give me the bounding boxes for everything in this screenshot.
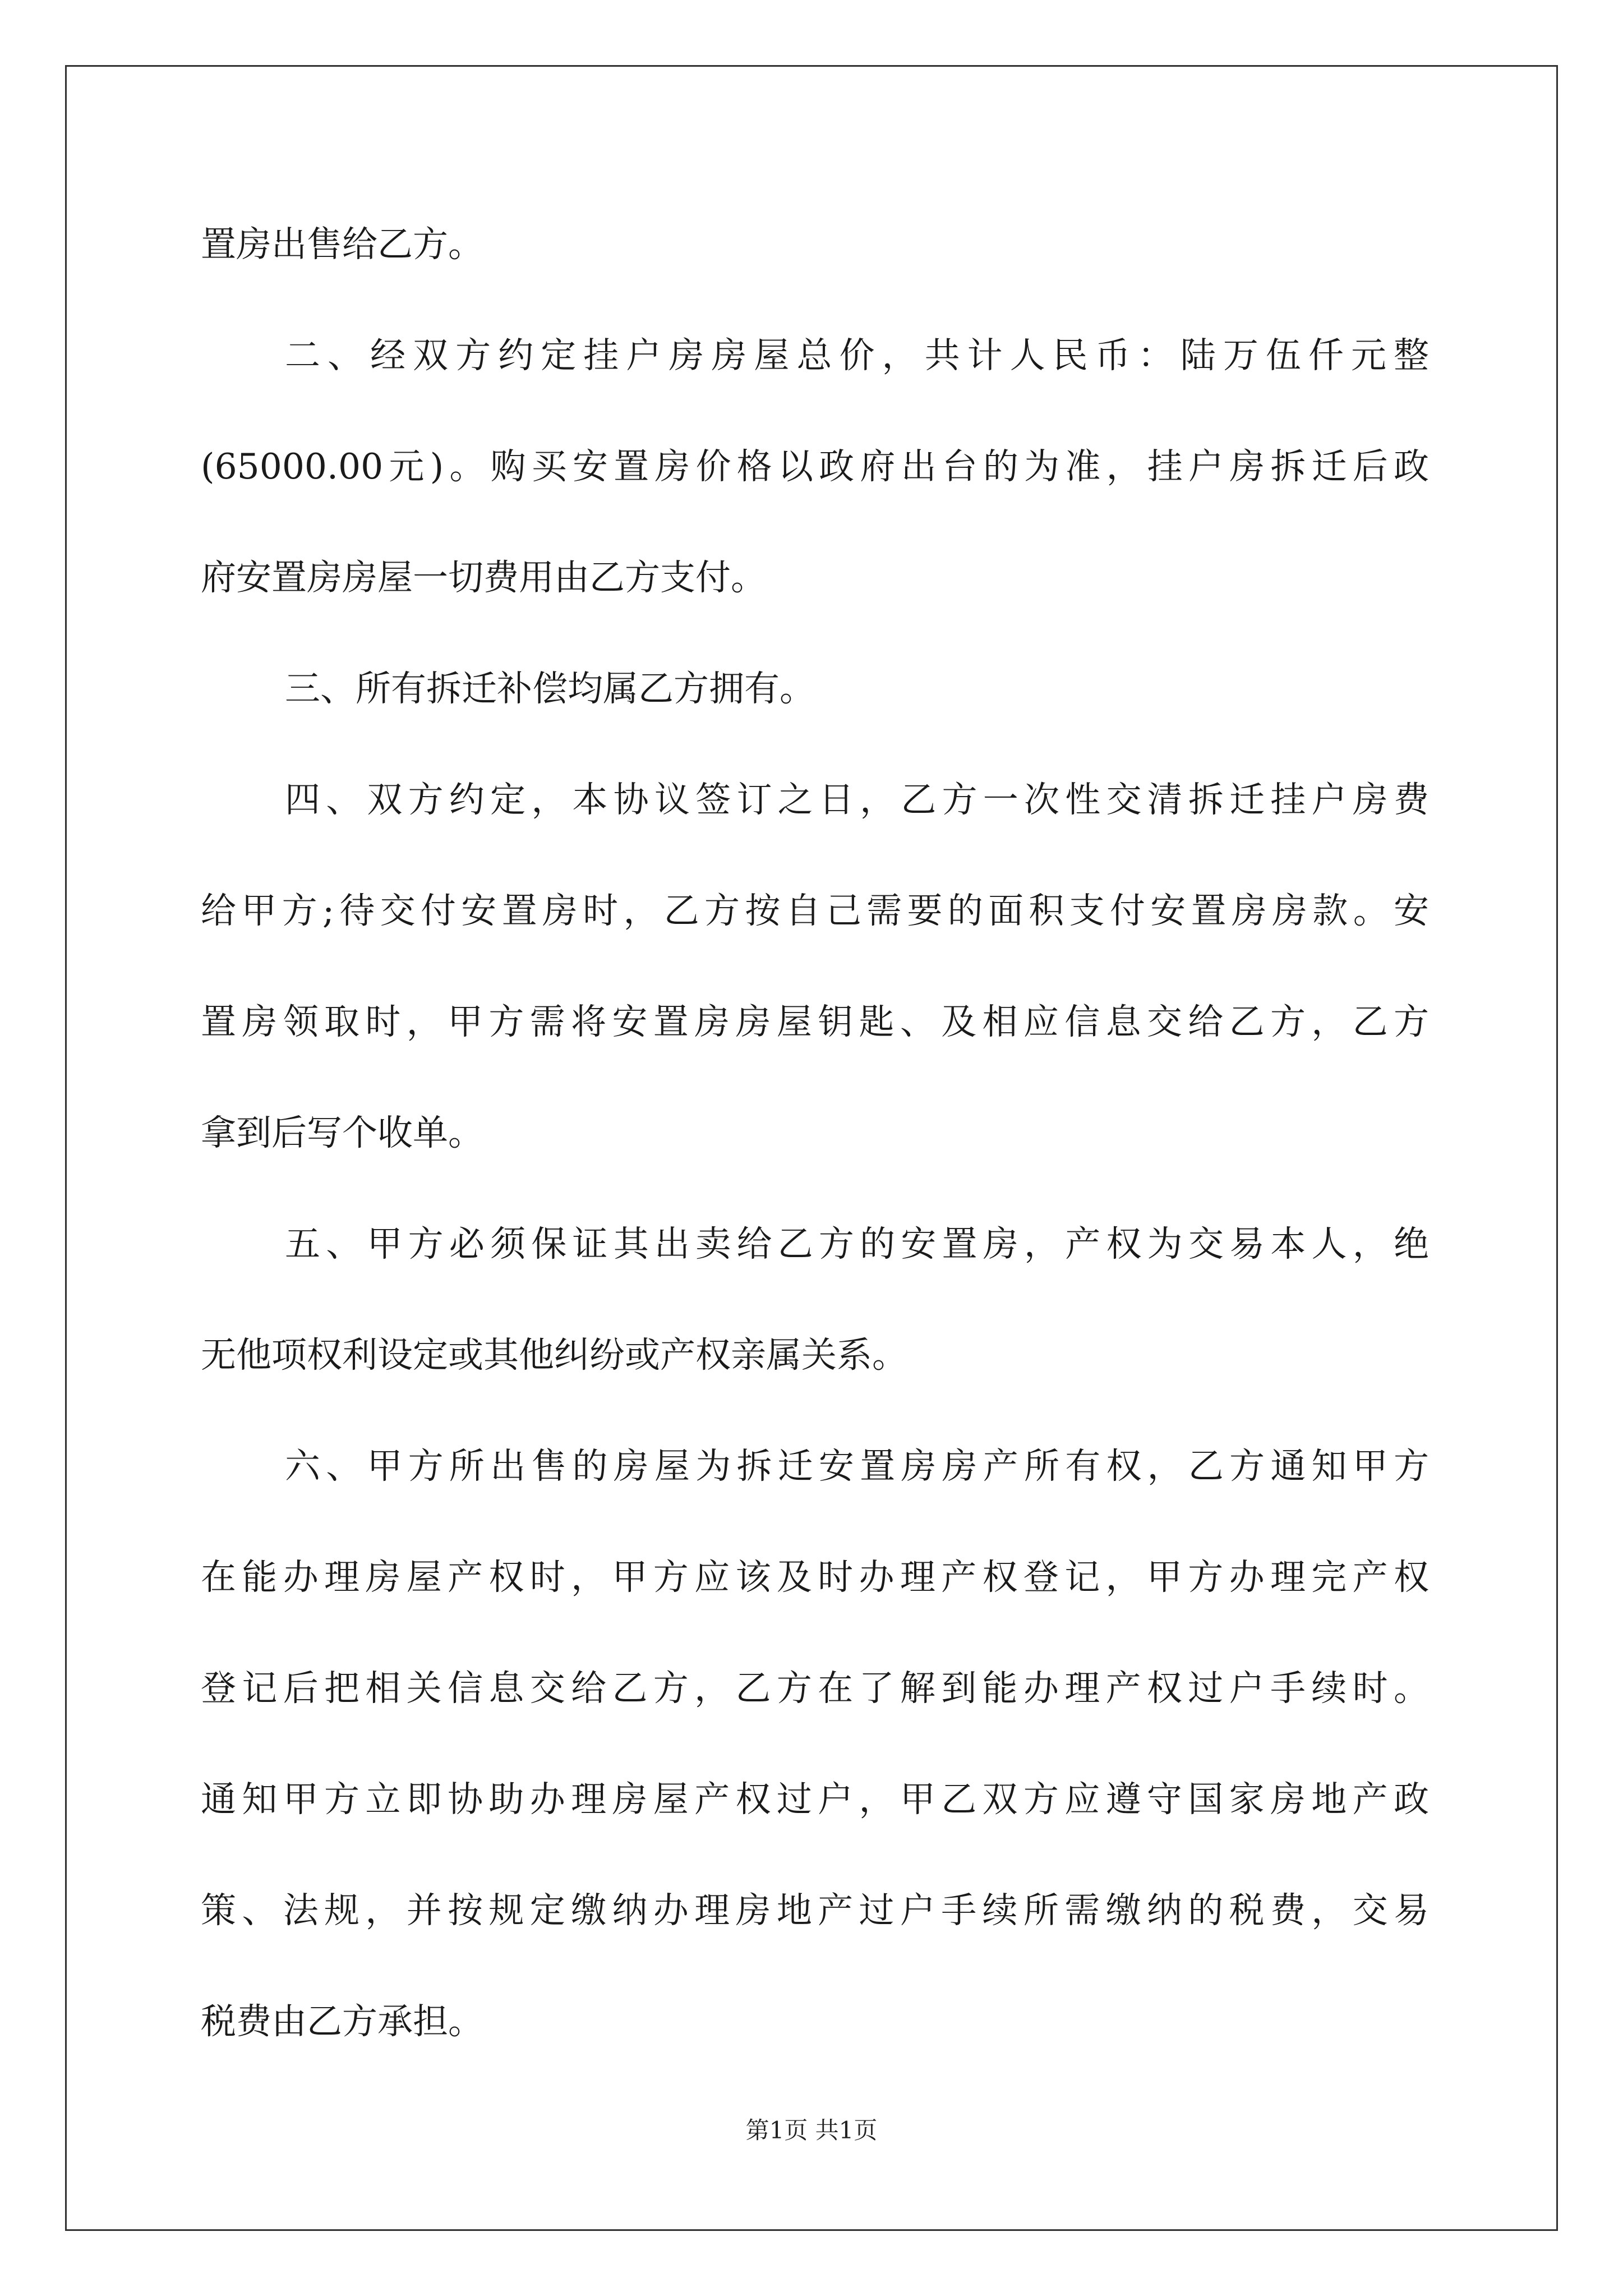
page-number-footer: 第1页 共1页 — [745, 2116, 878, 2144]
text-line: 策、法规，并按规定缴纳办理房地产过户手续所需缴纳的税费，交易 — [201, 1890, 1429, 1931]
text-line: (65000.00元)。购买安置房价格以政府出台的为准，挂户房拆迁后政 — [201, 446, 1429, 487]
text-line: 置房领取时，甲方需将安置房房屋钥匙、及相应信息交给乙方，乙方 — [201, 1001, 1429, 1042]
text-line: 四、双方约定，本协议签订之日，乙方一次性交清拆迁挂户房费 — [285, 779, 1429, 820]
text-line: 无他项权利设定或其他纠纷或产权亲属关系。 — [201, 1335, 907, 1375]
text-line: 二、经双方约定挂户房房屋总价，共计人民币：陆万伍仟元整 — [285, 335, 1429, 376]
text-line: 拿到后写个收单。 — [201, 1112, 483, 1153]
text-line: 五、甲方必须保证其出卖给乙方的安置房，产权为交易本人，绝 — [285, 1223, 1429, 1264]
text-line: 通知甲方立即协助办理房屋产权过户，甲乙双方应遵守国家房地产政 — [201, 1779, 1429, 1820]
text-line: 三、所有拆迁补偿均属乙方拥有。 — [285, 668, 815, 709]
text-line: 给甲方;待交付安置房时，乙方按自己需要的面积支付安置房房款。安 — [201, 890, 1429, 931]
text-line: 税费由乙方承担。 — [201, 2001, 483, 2042]
text-line: 六、甲方所出售的房屋为拆迁安置房房产所有权，乙方通知甲方 — [285, 1446, 1429, 1487]
text-line: 府安置房房屋一切费用由乙方支付。 — [201, 557, 766, 598]
document-body — [201, 208, 1429, 2096]
text-line: 在能办理房屋产权时，甲方应该及时办理产权登记，甲方办理完产权 — [201, 1557, 1429, 1598]
text-line: 置房出售给乙方。 — [201, 224, 483, 265]
text-line: 登记后把相关信息交给乙方，乙方在了解到能办理产权过户手续时。 — [201, 1668, 1429, 1709]
